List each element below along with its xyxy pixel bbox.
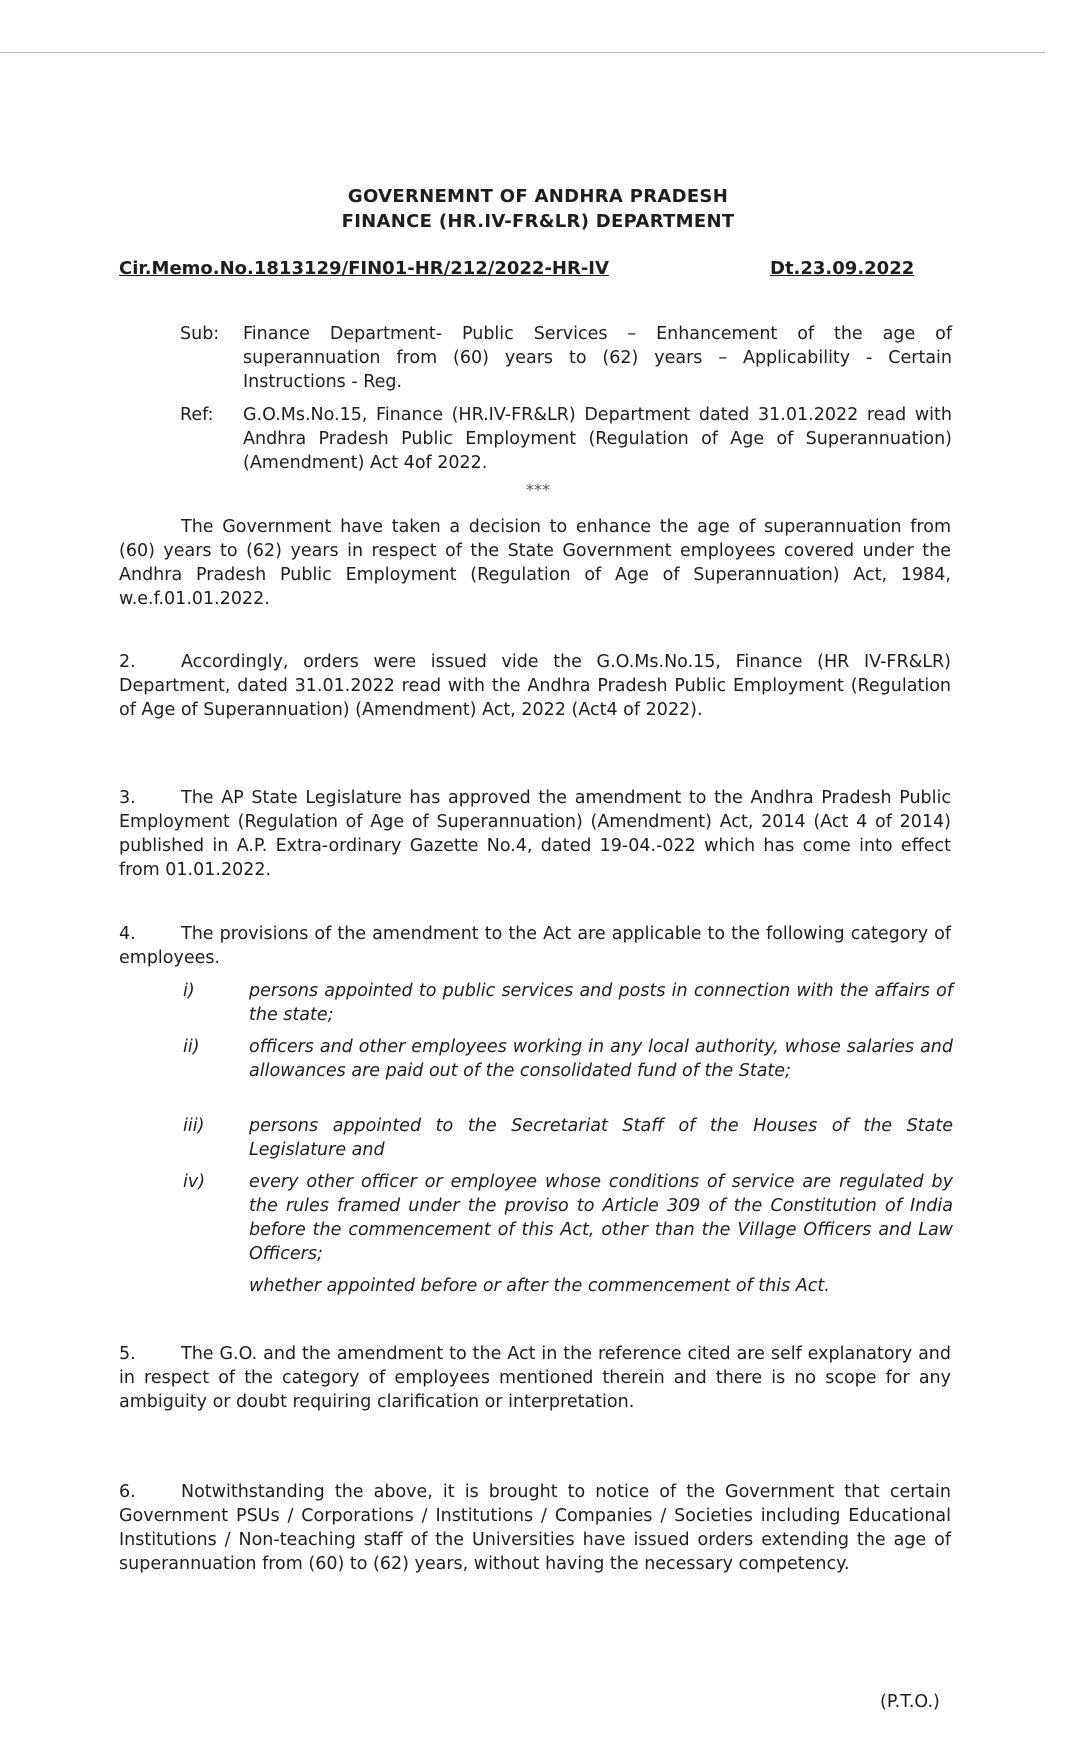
subject-block bbox=[180, 322, 952, 396]
category-text: officers and other employees working in any local authority, whose salaries and allowances are paid out of the consolidated fund of the State; bbox=[249, 1037, 953, 1081]
reference-text: G.O.Ms.No.15, Finance (HR.IV-FR&LR) Department dated 31.01.2022 read with Andhra Pradesh Public Employment (Regulation of Age of Superannuation) (Amendment) Act 4of 2022. bbox=[243, 405, 952, 473]
paragraph-1-text: The Government have taken a decision to enhance the age of superannuation from (60) years to (62) years in respect of the State Government employees covered under the Andhra Pradesh Public Employment (Regulation of Age of Superannuation) Act, 1984, w.e.f.01.01.2022. bbox=[119, 517, 951, 609]
paragraph-3 bbox=[119, 786, 951, 882]
category-label: iii) bbox=[183, 1116, 205, 1136]
paragraph-6 bbox=[119, 1480, 951, 1576]
scan-edge-line bbox=[0, 52, 1045, 53]
paragraph-2 bbox=[119, 650, 951, 722]
header-department: FINANCE (HR.IV-FR&LR) DEPARTMENT bbox=[341, 211, 735, 232]
paragraph-5-text: The G.O. and the amendment to the Act in the reference cited are self explanatory and in respect of the category of employees mentioned therein and there is no scope for any ambiguity or doubt requiring clarification or interpretation. bbox=[119, 1344, 951, 1412]
category-label: iv) bbox=[183, 1172, 206, 1192]
paragraph-6-text: Notwithstanding the above, it is brought to notice of the Government that certain Government PSUs / Corporations / Institutions / Companies / Societies including Educational Institutions / Non-teaching staff of the Universities have issued orders extending the age of superannuation from (60) to (62) years, without having the necessary competency. bbox=[119, 1482, 951, 1574]
category-label: i) bbox=[183, 981, 195, 1001]
reference-label: Ref: bbox=[180, 405, 214, 425]
paragraph-3-text: The AP State Legislature has approved the amendment to the Andhra Pradesh Public Employment (Regulation of Age of Superannuation) (Amendment) Act, 2014 (Act 4 of 2014) published in A.P. Extra-ordinary Gazette No.4, dated 19-04.-022 which has come into effect from 01.01.2022. bbox=[119, 788, 951, 880]
category-text: persons appointed to public services and posts in connection with the affairs of the state; bbox=[249, 981, 953, 1025]
separator-stars: *** bbox=[526, 480, 550, 499]
paragraph-4 bbox=[119, 922, 951, 970]
paragraph-5 bbox=[119, 1342, 951, 1414]
reference-block bbox=[180, 403, 952, 477]
category-text: persons appointed to the Secretariat Staff of the Houses of the State Legislature and bbox=[249, 1116, 953, 1160]
subject-label: Sub: bbox=[180, 324, 220, 344]
paragraph-6-number: 6. bbox=[119, 1482, 136, 1502]
category-footer-text: whether appointed before or after the commencement of this Act. bbox=[249, 1276, 830, 1296]
paragraph-2-number: 2. bbox=[119, 652, 136, 672]
paragraph-1 bbox=[119, 515, 951, 611]
subject-text: Finance Department- Public Services – Enhancement of the age of superannuation from (60) years to (62) years – Applicability - Certain Instructions - Reg. bbox=[243, 324, 952, 392]
paragraph-5-number: 5. bbox=[119, 1344, 136, 1364]
category-text: every other officer or employee whose conditions of service are regulated by the rules framed under the proviso to Article 309 of the Constitution of India before the commencement of this Act, other than the Village Officers and Law Officers; bbox=[249, 1172, 953, 1264]
memo-number: Cir.Memo.No.1813129/FIN01-HR/212/2022-HR-IV bbox=[119, 258, 609, 279]
category-label: ii) bbox=[183, 1037, 200, 1057]
paragraph-4-text: The provisions of the amendment to the Act are applicable to the following category of employees. bbox=[119, 924, 951, 968]
paragraph-3-number: 3. bbox=[119, 788, 136, 808]
header-government: GOVERNEMNT OF ANDHRA PRADESH bbox=[347, 186, 729, 207]
paragraph-4-number: 4. bbox=[119, 924, 136, 944]
pto-marker: (P.T.O.) bbox=[880, 1692, 940, 1712]
paragraph-2-text: Accordingly, orders were issued vide the G.O.Ms.No.15, Finance (HR IV-FR&LR) Department, dated 31.01.2022 read with the Andhra Pradesh Public Employment (Regulation of Age of Superannuation) (Amendment) Act, 2022 (Act4 of 2022). bbox=[119, 652, 951, 720]
memo-date: Dt.23.09.2022 bbox=[770, 258, 915, 279]
